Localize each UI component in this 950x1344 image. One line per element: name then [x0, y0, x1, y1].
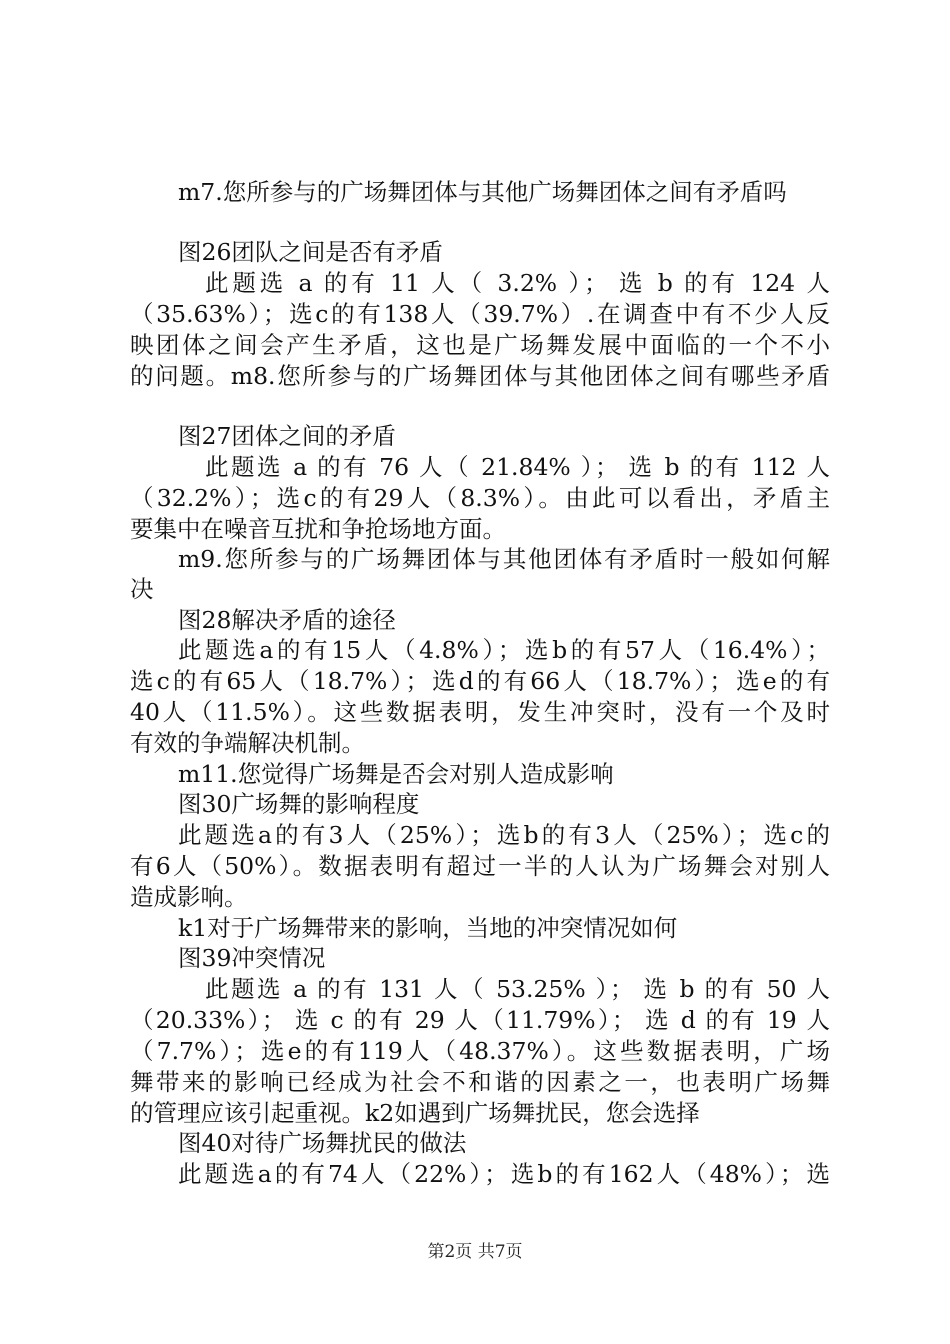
question-m7: m7.您所参与的广场舞团体与其他广场舞团体之间有矛盾吗	[178, 178, 787, 206]
page-footer: 第2页 共7页	[427, 1242, 523, 1262]
question-k1: k1对于广场舞带来的影响，当地的冲突情况如何	[178, 914, 678, 942]
paragraph-line: 的管理应该引起重视。k2如遇到广场舞扰民，您会选择	[130, 1099, 700, 1127]
paragraph-line: 此题选a的有74人（22%）；选b的有162人（48%）；选	[178, 1160, 830, 1188]
paragraph-line: 此题选a的有3人（25%）；选b的有3人（25%）；选c的	[178, 821, 830, 849]
paragraph-line: 决	[130, 575, 154, 603]
paragraph-line: 舞带来的影响已经成为社会不和谐的因素之一，也表明广场舞	[130, 1068, 830, 1096]
figure-caption-40: 图40对待广场舞扰民的做法	[178, 1129, 467, 1157]
paragraph-line: （7.7%）；选e的有119人（48.37%）。这些数据表明，广场	[130, 1037, 830, 1065]
paragraph-line: 造成影响。	[130, 883, 248, 911]
paragraph-line: （32.2%）；选c的有29人（8.3%）。由此可以看出，矛盾主	[130, 484, 830, 512]
paragraph-line: 40人（11.5%）。这些数据表明，发生冲突时，没有一个及时	[130, 698, 830, 726]
paragraph-line: 此题选 a 的有 131 人（ 53.25% ）； 选 b 的有 50 人	[205, 975, 830, 1003]
figure-caption-28: 图28解决矛盾的途径	[178, 606, 396, 634]
figure-caption-39: 图39冲突情况	[178, 944, 326, 972]
figure-caption-26: 图26团队之间是否有矛盾	[178, 238, 443, 266]
question-m9: m9.您所参与的广场舞团体与其他团体有矛盾时一般如何解	[178, 545, 830, 573]
paragraph-line: 有6人（50%）。数据表明有超过一半的人认为广场舞会对别人	[130, 852, 830, 880]
figure-caption-27: 图27团体之间的矛盾	[178, 422, 396, 450]
paragraph-line: 的问题。m8.您所参与的广场舞团体与其他团体之间有哪些矛盾	[130, 362, 830, 390]
paragraph-line: （35.63%）；选c的有138人（39.7%）.在调查中有不少人反	[130, 300, 830, 328]
paragraph-line: 此题选 a 的有 76 人（ 21.84% ）； 选 b 的有 112 人	[205, 453, 830, 481]
paragraph-line: 此题选 a 的有 11 人（ 3.2% ）； 选 b 的有 124 人	[205, 269, 830, 297]
figure-caption-30: 图30广场舞的影响程度	[178, 790, 420, 818]
paragraph-line: 选c的有65人（18.7%）；选d的有66人（18.7%）；选e的有	[130, 667, 830, 695]
question-m11: m11.您觉得广场舞是否会对别人造成影响	[178, 760, 614, 788]
paragraph-line: 有效的争端解决机制。	[130, 729, 365, 757]
paragraph-line: （20.33%）； 选 c 的有 29 人（11.79%）； 选 d 的有 19 人	[130, 1006, 830, 1034]
paragraph-line: 映团体之间会产生矛盾，这也是广场舞发展中面临的一个不小	[130, 331, 830, 359]
paragraph-line: 此题选a的有15人（4.8%）；选b的有57人（16.4%）；	[178, 636, 830, 664]
paragraph-line: 要集中在噪音互扰和争抢场地方面。	[130, 515, 506, 543]
